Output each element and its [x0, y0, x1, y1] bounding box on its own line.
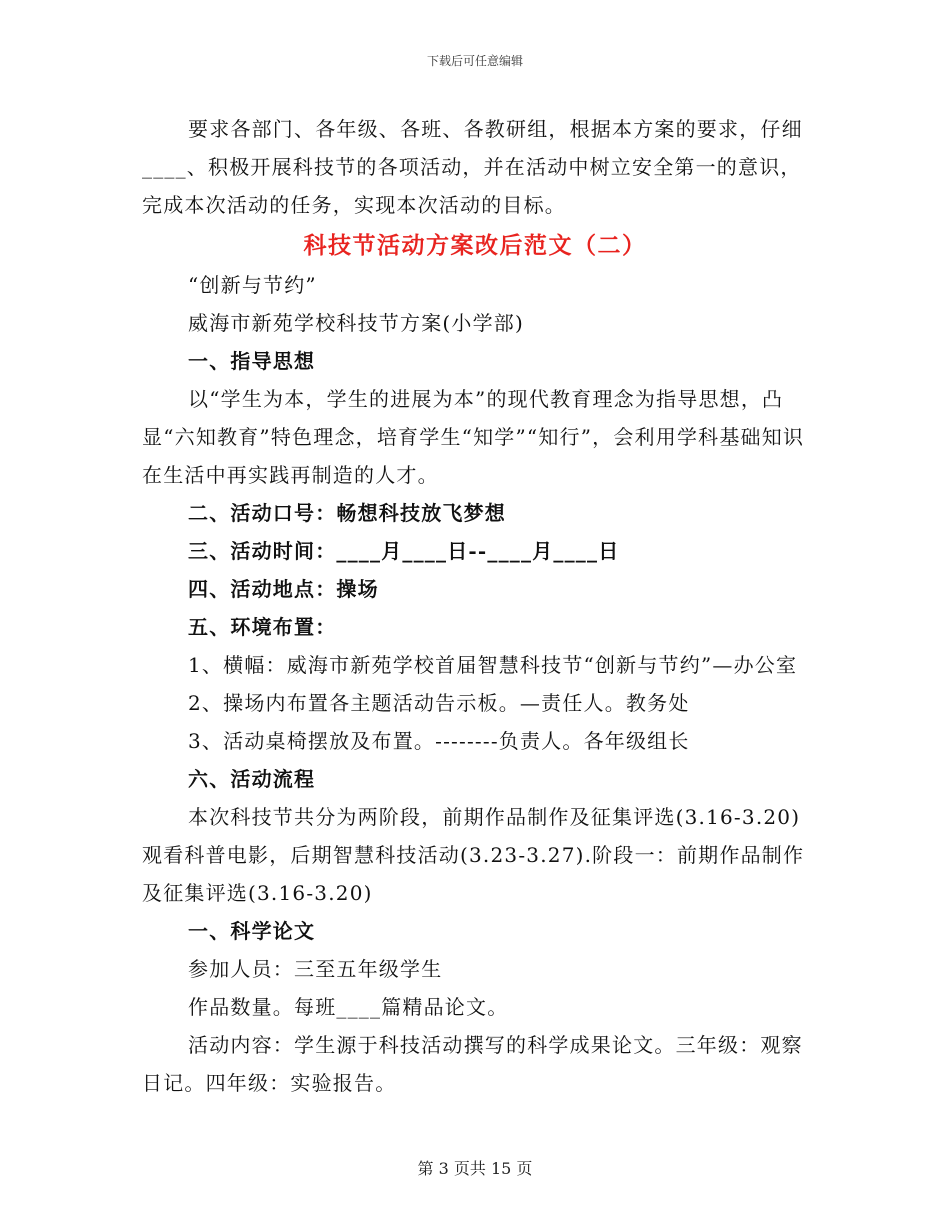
document-title: 科技节活动方案改后范文（二） — [303, 232, 647, 259]
document-body — [142, 110, 808, 1102]
page-header: 下载后可任意编辑 — [426, 54, 523, 68]
layout-item-2: 2、操场内布置各主题活动告示板。—责任人。教务处 — [188, 691, 690, 715]
section-6-heading: 六、活动流程 — [188, 767, 316, 791]
section-6-text: 本次科技节共分为两阶段，前期作品制作及征集评选(3.16-3.20)观看科普电影，后期智慧科技活动(3.23-3.27).阶段一：前期作品制作及征集评选(3.16-3.20) — [142, 805, 805, 905]
section-1-heading: 一、指导思想 — [188, 349, 316, 373]
activity-content-text: 活动内容：学生源于科技活动撰写的科学成果论文。三年级：观察日记。四年级：实验报告。 — [142, 1033, 803, 1095]
page-footer: 第 3 页共 15 页 — [417, 1159, 533, 1178]
theme-line: “创新与节约” — [188, 273, 317, 297]
section-4-location: 四、活动地点：操场 — [188, 577, 379, 601]
quantity-line: 作品数量。每班____篇精品论文。 — [188, 995, 509, 1019]
section-3-time: 三、活动时间：____月____日--____月____日 — [188, 539, 620, 563]
intro-paragraph: 要求各部门、各年级、各班、各教研组，根据本方案的要求，仔细____、积极开展科技节的各项活动，并在活动中树立安全第一的意识，完成本次活动的任务，实现本次活动的目标。 — [142, 117, 803, 217]
section-1-text: 以“学生为本，学生的进展为本”的现代教育理念为指导思想，凸显“六知教育”特色理念，培育学生“知学”“知行”，会利用学科基础知识在生活中再实践再制造的人才。 — [142, 387, 805, 487]
section-2-slogan: 二、活动口号：畅想科技放飞梦想 — [188, 501, 506, 525]
subsection-1-heading: 一、科学论文 — [188, 919, 316, 943]
section-5-heading: 五、环境布置： — [188, 615, 337, 639]
plan-subtitle: 威海市新苑学校科技节方案(小学部) — [188, 311, 525, 335]
layout-item-3: 3、活动桌椅摆放及布置。--------负责人。各年级组长 — [188, 729, 690, 753]
participants-line: 参加人员：三至五年级学生 — [188, 957, 443, 981]
layout-item-1: 1、横幅：威海市新苑学校首届智慧科技节“创新与节约”—办公室 — [188, 653, 798, 677]
